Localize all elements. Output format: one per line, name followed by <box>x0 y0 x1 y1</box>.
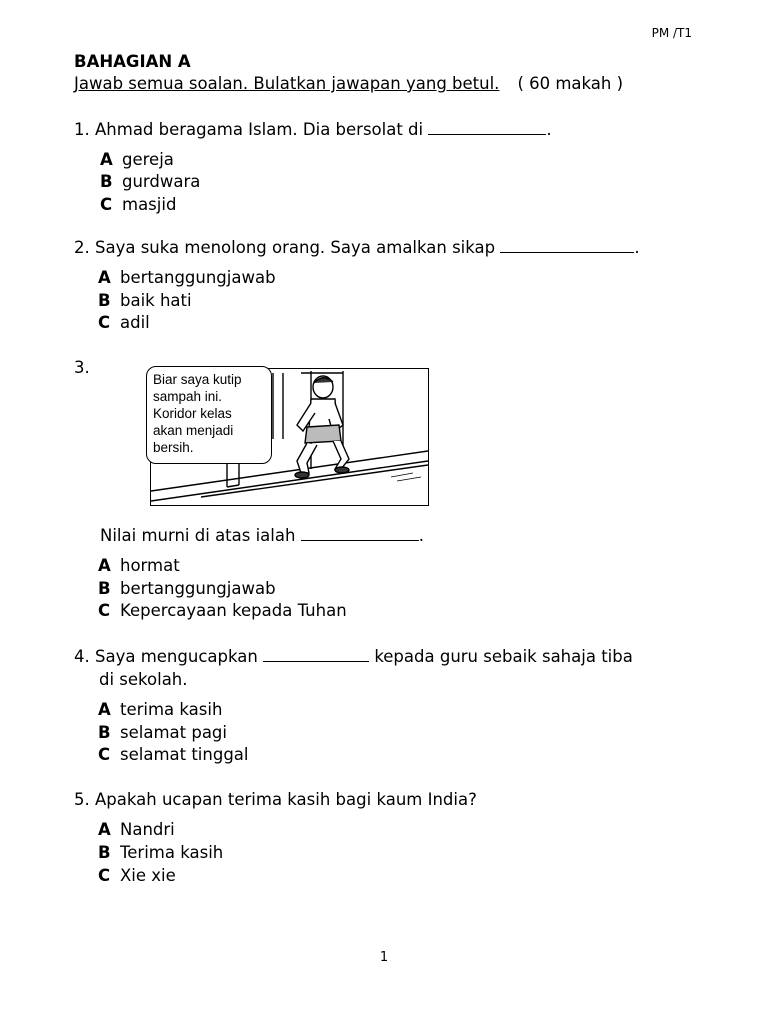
option-5b[interactable] <box>98 843 223 862</box>
option-letter: C <box>98 745 111 764</box>
option-text: Nandri <box>120 820 175 839</box>
answer-blank <box>428 120 546 135</box>
question-text: Saya suka menolong orang. Saya amalkan sikap <box>95 238 496 257</box>
option-text: gurdwara <box>122 172 201 191</box>
option-2c[interactable] <box>98 313 150 332</box>
speech-bubble <box>146 366 272 464</box>
bubble-line: sampah ini. <box>153 389 223 404</box>
option-text: baik hati <box>120 291 192 310</box>
option-letter: B <box>98 291 111 310</box>
option-text: selamat pagi <box>120 723 227 742</box>
question-text-end: . <box>546 120 552 139</box>
bubble-line: Biar saya kutip <box>153 372 242 387</box>
option-4c[interactable] <box>98 745 249 764</box>
instruction-text: Jawab semua soalan. Bulatkan jawapan yang betul. <box>74 74 500 93</box>
answer-blank <box>301 526 419 541</box>
option-4a[interactable] <box>98 700 222 719</box>
option-3b[interactable] <box>98 579 276 598</box>
question-5 <box>74 790 477 809</box>
option-text: terima kasih <box>120 700 223 719</box>
option-letter: C <box>98 313 111 332</box>
option-5c[interactable] <box>98 866 176 885</box>
answer-blank <box>263 647 369 662</box>
option-text: Xie xie <box>120 866 176 885</box>
option-text: bertanggungjawab <box>120 268 276 287</box>
option-letter: C <box>100 195 113 214</box>
option-text: bertanggungjawab <box>120 579 276 598</box>
question-number: 1. <box>74 120 90 139</box>
question-3-number: 3. <box>74 358 90 377</box>
question-text-end: kepada guru sebaik sahaja tiba <box>374 647 633 666</box>
option-text: Terima kasih <box>120 843 224 862</box>
question-number: 5. <box>74 790 90 809</box>
option-letter: A <box>98 268 111 287</box>
option-text: masjid <box>122 195 177 214</box>
bubble-line: bersih. <box>153 440 194 455</box>
page-number: 1 <box>379 950 389 965</box>
question-text: Ahmad beragama Islam. Dia bersolat di <box>95 120 424 139</box>
option-letter: A <box>98 700 111 719</box>
option-letter: B <box>98 843 111 862</box>
question-4-line2: di sekolah. <box>99 670 188 689</box>
question-text: Saya mengucapkan <box>95 647 258 666</box>
option-letter: C <box>98 601 111 620</box>
question-number: 4. <box>74 647 90 666</box>
question-text: Nilai murni di atas ialah <box>100 526 296 545</box>
answer-blank <box>500 238 634 253</box>
section-title: BAHAGIAN A <box>74 52 191 71</box>
question-2 <box>74 238 640 257</box>
option-3c[interactable] <box>98 601 347 620</box>
option-letter: C <box>98 866 111 885</box>
question-text-end: . <box>634 238 640 257</box>
option-2a[interactable] <box>98 268 276 287</box>
option-letter: B <box>100 172 113 191</box>
option-3a[interactable] <box>98 556 180 575</box>
bubble-line: Koridor kelas <box>153 406 232 421</box>
option-letter: B <box>98 579 111 598</box>
question-text-end: . <box>418 526 424 545</box>
question-number: 2. <box>74 238 90 257</box>
question-text: Apakah ucapan terima kasih bagi kaum India? <box>95 790 477 809</box>
question-3-text <box>100 526 424 545</box>
option-1c[interactable] <box>100 195 176 214</box>
bubble-line: akan menjadi <box>153 423 234 438</box>
option-text: selamat tinggal <box>120 745 249 764</box>
option-2b[interactable] <box>98 291 192 310</box>
marks-text: ( 60 makah ) <box>517 74 624 93</box>
question-1 <box>74 120 552 139</box>
instruction-line <box>74 74 623 93</box>
option-1b[interactable] <box>100 172 200 191</box>
option-5a[interactable] <box>98 820 175 839</box>
option-text: hormat <box>120 556 180 575</box>
question-4 <box>74 647 633 666</box>
option-text: Kepercayaan kepada Tuhan <box>120 601 347 620</box>
document-code: PM /T1 <box>651 26 692 40</box>
option-1a[interactable] <box>100 150 174 169</box>
option-letter: A <box>100 150 113 169</box>
option-4b[interactable] <box>98 723 227 742</box>
option-letter: A <box>98 820 111 839</box>
option-text: gereja <box>122 150 174 169</box>
option-letter: A <box>98 556 111 575</box>
option-text: adil <box>120 313 150 332</box>
option-letter: B <box>98 723 111 742</box>
